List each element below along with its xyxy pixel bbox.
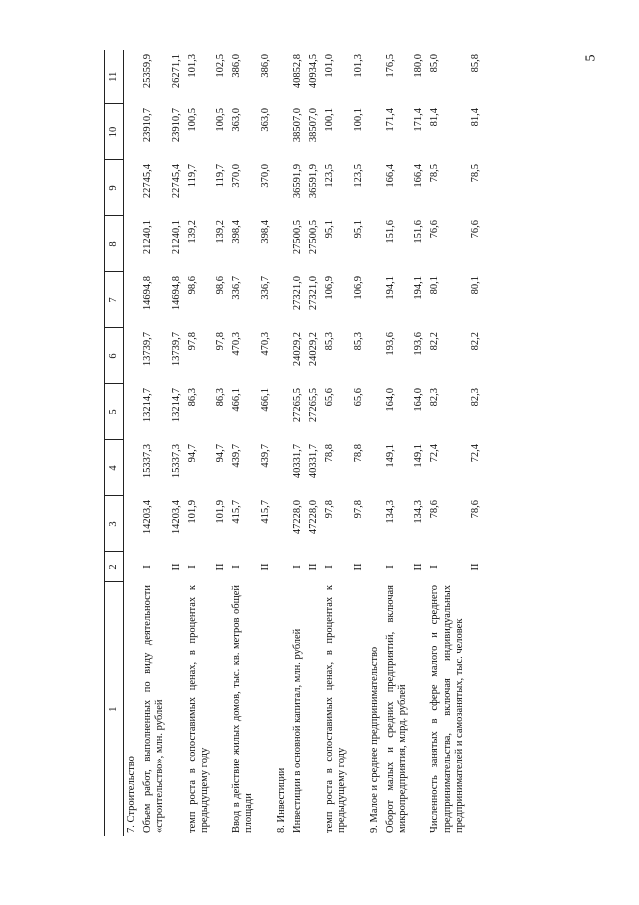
value-cell: 23910,7 <box>170 108 182 143</box>
value-cell: 171,4 <box>413 108 425 132</box>
row-label: 8. Инвестиции <box>275 767 287 833</box>
value-cell <box>124 384 141 440</box>
value-cell: 94,7 <box>186 444 198 463</box>
value-cell <box>367 440 383 496</box>
table-row <box>229 50 257 836</box>
value-cell: 415,7 <box>259 500 271 524</box>
value-cell <box>274 328 290 384</box>
value-cell: 336,7 <box>259 276 271 300</box>
value-cell <box>124 496 141 552</box>
table-row <box>427 50 468 836</box>
table-row <box>274 50 290 836</box>
value-cell: 134,3 <box>413 500 425 524</box>
column-header-9: 9 <box>105 160 124 216</box>
table-row <box>468 50 484 836</box>
value-cell: 97,8 <box>215 332 227 351</box>
row-variant: II <box>215 563 227 571</box>
value-cell: 439,7 <box>231 444 243 468</box>
value-cell: 14694,8 <box>170 276 182 311</box>
value-cell: 166,4 <box>384 164 396 188</box>
value-cell <box>274 496 290 552</box>
value-cell: 123,5 <box>324 164 336 188</box>
table-row <box>306 50 322 836</box>
value-cell: 151,6 <box>384 220 396 244</box>
value-cell: 101,9 <box>215 500 227 524</box>
value-cell <box>367 160 383 216</box>
value-cell <box>274 440 290 496</box>
value-cell: 15337,3 <box>170 444 182 479</box>
value-cell <box>274 384 290 440</box>
value-cell: 85,3 <box>352 332 364 351</box>
table-row <box>258 50 274 836</box>
row-label <box>351 582 367 836</box>
value-cell: 27265,5 <box>291 388 303 423</box>
value-cell: 176,5 <box>384 54 396 78</box>
value-cell <box>124 328 141 384</box>
value-cell: 398,4 <box>259 220 271 244</box>
value-cell: 81,4 <box>469 108 481 127</box>
value-cell: 386,0 <box>231 54 243 78</box>
value-cell: 98,6 <box>215 276 227 295</box>
value-cell: 78,6 <box>469 500 481 519</box>
value-cell: 194,1 <box>413 276 425 300</box>
value-cell: 13739,7 <box>170 332 182 367</box>
value-cell: 123,5 <box>352 164 364 188</box>
value-cell: 100,1 <box>324 108 336 132</box>
column-header-2: 2 <box>105 552 124 582</box>
value-cell: 336,7 <box>231 276 243 300</box>
value-cell <box>124 50 141 104</box>
value-cell: 13214,7 <box>170 388 182 423</box>
row-label: Оборот малых и средних предприятий, включая микропредприятия, млрд. рублей <box>384 585 409 833</box>
value-cell: 26271,1 <box>170 54 182 89</box>
value-cell: 149,1 <box>384 444 396 468</box>
value-cell: 40331,7 <box>308 444 320 479</box>
value-cell: 40934,5 <box>308 54 320 89</box>
value-cell: 27321,0 <box>308 276 320 311</box>
table-body <box>124 50 485 836</box>
value-cell: 415,7 <box>231 500 243 524</box>
value-cell: 470,3 <box>231 332 243 356</box>
value-cell: 119,7 <box>215 164 227 188</box>
value-cell: 470,3 <box>259 332 271 356</box>
value-cell: 72,4 <box>469 444 481 463</box>
indicators-table <box>104 50 484 836</box>
value-cell: 98,6 <box>186 276 198 295</box>
value-cell: 47228,0 <box>308 500 320 535</box>
row-label <box>213 582 229 836</box>
value-cell: 370,0 <box>259 164 271 188</box>
value-cell: 100,5 <box>215 108 227 132</box>
row-label: Ввод в действие жилых домов, тыс. кв. метров общей площади <box>231 585 255 833</box>
value-cell: 78,5 <box>429 164 441 183</box>
row-variant: I <box>291 565 303 569</box>
column-header-4: 4 <box>105 440 124 496</box>
table-row <box>290 50 306 836</box>
value-cell: 36591,9 <box>291 164 303 199</box>
value-cell: 466,1 <box>259 388 271 412</box>
value-cell: 13739,7 <box>142 332 154 367</box>
value-cell: 24029,2 <box>291 332 303 367</box>
value-cell <box>124 216 141 272</box>
value-cell: 21240,1 <box>170 220 182 255</box>
table-row <box>411 50 427 836</box>
value-cell: 23910,7 <box>142 108 154 143</box>
row-variant: II <box>469 563 481 571</box>
value-cell: 78,6 <box>429 500 441 519</box>
value-cell <box>367 272 383 328</box>
column-header-10: 10 <box>105 104 124 160</box>
value-cell: 466,1 <box>231 388 243 412</box>
column-number-row <box>105 50 124 836</box>
value-cell <box>367 216 383 272</box>
table-row <box>140 50 168 836</box>
value-cell <box>274 104 290 160</box>
value-cell <box>367 50 383 104</box>
table-row <box>213 50 229 836</box>
value-cell: 65,6 <box>324 388 336 407</box>
column-header-7: 7 <box>105 272 124 328</box>
value-cell: 36591,9 <box>308 164 320 199</box>
value-cell: 386,0 <box>259 54 271 78</box>
value-cell: 76,6 <box>429 220 441 239</box>
value-cell: 15337,3 <box>142 444 154 479</box>
value-cell: 25359,9 <box>142 54 154 89</box>
value-cell: 27500,5 <box>308 220 320 255</box>
row-variant <box>274 552 290 582</box>
table-row <box>124 50 141 836</box>
value-cell: 22745,4 <box>170 164 182 199</box>
table-row <box>351 50 367 836</box>
value-cell: 14203,4 <box>170 500 182 535</box>
value-cell: 95,1 <box>352 220 364 239</box>
row-label: 9. Малое и среднее предпринимательство <box>368 646 380 833</box>
row-variant <box>124 552 141 582</box>
value-cell: 38507,0 <box>308 108 320 143</box>
row-label <box>306 582 322 836</box>
value-cell: 139,2 <box>215 220 227 244</box>
value-cell: 439,7 <box>259 444 271 468</box>
value-cell: 193,6 <box>384 332 396 356</box>
value-cell: 166,4 <box>413 164 425 188</box>
value-cell <box>274 272 290 328</box>
row-variant: I <box>429 565 441 569</box>
table-row <box>367 50 383 836</box>
column-header-1: 1 <box>105 582 124 836</box>
value-cell: 100,1 <box>352 108 364 132</box>
value-cell: 101,9 <box>186 500 198 524</box>
value-cell: 27500,5 <box>291 220 303 255</box>
value-cell <box>367 104 383 160</box>
column-header-5: 5 <box>105 384 124 440</box>
value-cell: 101,3 <box>186 54 198 78</box>
value-cell <box>274 160 290 216</box>
value-cell: 22745,4 <box>142 164 154 199</box>
value-cell: 119,7 <box>186 164 198 188</box>
row-label: 7. Строительство <box>126 756 137 833</box>
value-cell: 85,0 <box>429 54 441 73</box>
value-cell: 97,8 <box>324 500 336 519</box>
value-cell: 72,4 <box>429 444 441 463</box>
row-label: темп роста в сопоставимых ценах, в процентах к предыдущему году <box>324 585 348 833</box>
row-label: темп роста в сопоставимых ценах, в процентах к предыдущему году <box>186 585 210 833</box>
value-cell: 194,1 <box>384 276 396 300</box>
value-cell: 95,1 <box>324 220 336 239</box>
value-cell: 38507,0 <box>291 108 303 143</box>
value-cell: 14203,4 <box>142 500 154 535</box>
value-cell <box>274 50 290 104</box>
value-cell: 180,0 <box>413 54 425 78</box>
value-cell <box>367 328 383 384</box>
value-cell <box>124 104 141 160</box>
row-variant: II <box>259 563 271 571</box>
column-header-11: 11 <box>105 50 124 104</box>
row-variant: II <box>170 563 182 571</box>
value-cell: 82,3 <box>429 388 441 407</box>
value-cell: 164,0 <box>384 388 396 412</box>
value-cell: 85,8 <box>469 54 481 73</box>
value-cell: 94,7 <box>215 444 227 463</box>
value-cell: 14694,8 <box>142 276 154 311</box>
value-cell: 40852,8 <box>291 54 303 89</box>
value-cell: 100,5 <box>186 108 198 132</box>
row-variant <box>367 552 383 582</box>
value-cell: 106,9 <box>324 276 336 300</box>
value-cell: 86,3 <box>186 388 198 407</box>
row-variant: II <box>308 563 320 571</box>
value-cell: 47228,0 <box>291 500 303 535</box>
value-cell: 76,6 <box>469 220 481 239</box>
column-header-3: 3 <box>105 496 124 552</box>
value-cell: 149,1 <box>413 444 425 468</box>
table-row <box>383 50 411 836</box>
row-variant: I <box>324 565 336 569</box>
table-row <box>185 50 213 836</box>
value-cell: 27265,5 <box>308 388 320 423</box>
value-cell <box>367 496 383 552</box>
column-header-8: 8 <box>105 216 124 272</box>
value-cell: 86,3 <box>215 388 227 407</box>
value-cell: 80,1 <box>429 276 441 295</box>
value-cell: 78,8 <box>324 444 336 463</box>
table-row <box>322 50 350 836</box>
value-cell: 101,3 <box>352 54 364 78</box>
value-cell: 101,0 <box>324 54 336 78</box>
value-cell: 78,5 <box>469 164 481 183</box>
value-cell <box>274 216 290 272</box>
value-cell: 80,1 <box>469 276 481 295</box>
value-cell: 82,2 <box>429 332 441 351</box>
row-variant: II <box>352 563 364 571</box>
row-label: Численность занятых в сфере малого и среднего предпринимательства, включая индивидуальных предпринимателей и самозанятых, тыс. человек <box>429 585 465 833</box>
value-cell: 85,3 <box>324 332 336 351</box>
value-cell: 82,3 <box>469 388 481 407</box>
value-cell <box>124 272 141 328</box>
value-cell: 78,8 <box>352 444 364 463</box>
row-variant: I <box>186 565 198 569</box>
value-cell: 363,0 <box>231 108 243 132</box>
value-cell: 134,3 <box>384 500 396 524</box>
column-header-6: 6 <box>105 328 124 384</box>
value-cell: 102,5 <box>215 54 227 78</box>
value-cell: 370,0 <box>231 164 243 188</box>
row-variant: I <box>142 565 154 569</box>
value-cell <box>124 440 141 496</box>
value-cell: 24029,2 <box>308 332 320 367</box>
value-cell: 65,6 <box>352 388 364 407</box>
value-cell: 21240,1 <box>142 220 154 255</box>
row-label: Объем работ, выполненных по виду деятельности «строительство», млн. рублей <box>142 585 166 833</box>
value-cell: 171,4 <box>384 108 396 132</box>
value-cell: 151,6 <box>413 220 425 244</box>
value-cell: 81,4 <box>429 108 441 127</box>
value-cell: 97,8 <box>352 500 364 519</box>
row-label <box>411 582 427 836</box>
row-variant: II <box>413 563 425 571</box>
row-label <box>258 582 274 836</box>
value-cell: 97,8 <box>186 332 198 351</box>
row-variant: I <box>231 565 243 569</box>
value-cell: 40331,7 <box>291 444 303 479</box>
value-cell: 139,2 <box>186 220 198 244</box>
value-cell: 398,4 <box>231 220 243 244</box>
value-cell <box>367 384 383 440</box>
row-label: Инвестиции в основной капитал, млн. рублей <box>291 628 303 833</box>
value-cell: 13214,7 <box>142 388 154 423</box>
page-number: 5 <box>583 54 599 62</box>
row-label <box>468 582 484 836</box>
rotated-table-sheet <box>104 50 534 836</box>
value-cell: 193,6 <box>413 332 425 356</box>
value-cell: 106,9 <box>352 276 364 300</box>
value-cell: 363,0 <box>259 108 271 132</box>
table-row <box>169 50 185 836</box>
value-cell: 164,0 <box>413 388 425 412</box>
row-label <box>169 582 185 836</box>
value-cell <box>124 160 141 216</box>
value-cell: 27321,0 <box>291 276 303 311</box>
value-cell: 82,2 <box>469 332 481 351</box>
row-variant: I <box>384 565 396 569</box>
